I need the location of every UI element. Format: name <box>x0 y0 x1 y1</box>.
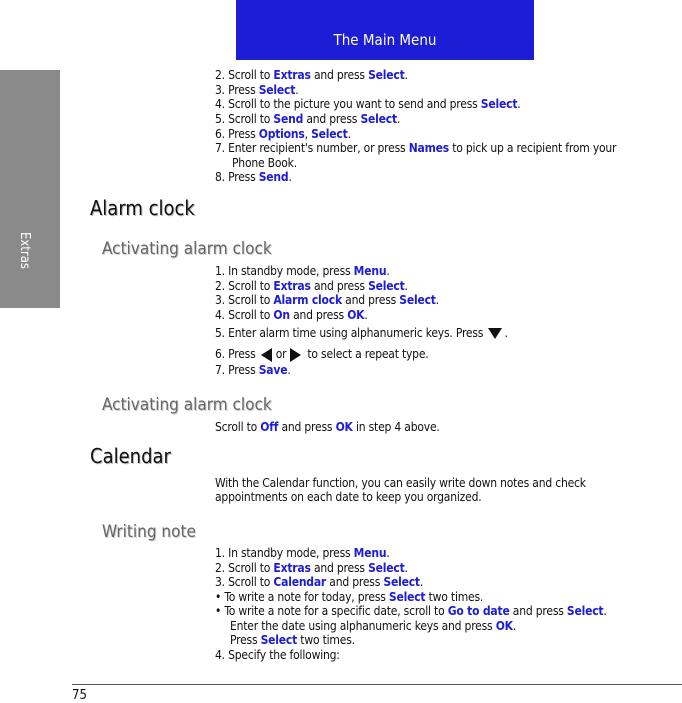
calendar-heading: Calendar <box>90 444 171 468</box>
alarm-step-1: 1. In standby mode, press Menu. <box>215 264 390 278</box>
deactivate-alarm-text: Scroll to Off and press OK in step 4 above. <box>215 420 440 434</box>
intro-step-7: 7. Enter recipient's number, or press Names to pick up a recipient from your <box>215 141 617 155</box>
alarm-heading: Alarm clock <box>90 196 195 220</box>
alarm-step-5: 5. Enter alarm time using alphanumeric keys. Press . <box>215 326 508 340</box>
intro-step-4: 4. Scroll to the picture you want to send and press Select. <box>215 97 521 111</box>
calendar-bullet-2: • To write a note for a specific date, scroll to Go to date and press Select. <box>215 604 607 618</box>
activate-alarm-heading: Activating alarm clock <box>102 239 272 259</box>
left-arrow-icon <box>261 348 272 362</box>
calendar-bullet-2-cont-2: Press Select two times. <box>230 633 355 647</box>
intro-step-6: 6. Press Options, Select. <box>215 127 351 141</box>
alarm-step-7: 7. Press Save. <box>215 363 291 377</box>
intro-step-7-cont: Phone Book. <box>232 156 297 170</box>
calendar-desc-2: appointments on each date to keep you organized. <box>215 490 482 504</box>
calendar-bullet-2-cont-1: Enter the date using alphanumeric keys and press OK. <box>230 619 517 633</box>
calendar-bullet-1: • To write a note for today, press Select two times. <box>215 590 484 604</box>
header-title: The Main Menu <box>333 31 437 49</box>
intro-step-2: 2. Scroll to Extras and press Select. <box>215 68 408 82</box>
side-tab <box>0 70 60 308</box>
header-banner <box>236 0 534 60</box>
intro-step-5: 5. Scroll to Send and press Select. <box>215 112 401 126</box>
intro-step-3: 3. Press Select. <box>215 83 299 97</box>
calendar-step-1: 1. In standby mode, press Menu. <box>215 546 390 560</box>
calendar-desc-1: With the Calendar function, you can easily write down notes and check <box>215 476 586 490</box>
alarm-step-4: 4. Scroll to On and press OK. <box>215 308 368 322</box>
intro-step-8: 8. Press Send. <box>215 170 292 184</box>
calendar-step-2: 2. Scroll to Extras and press Select. <box>215 561 408 575</box>
side-tab-label: Extras <box>17 232 32 269</box>
down-arrow-icon <box>488 328 502 339</box>
alarm-step-6: 6. Press or to select a repeat type. <box>215 347 429 361</box>
calendar-step-4: 4. Specify the following: <box>215 648 340 662</box>
page-number: 75 <box>72 688 87 703</box>
right-arrow-icon <box>290 348 301 362</box>
alarm-step-2: 2. Scroll to Extras and press Select. <box>215 279 408 293</box>
deactivate-alarm-heading: Activating alarm clock <box>102 395 272 415</box>
alarm-step-3: 3. Scroll to Alarm clock and press Select. <box>215 293 439 307</box>
calendar-step-3: 3. Scroll to Calendar and press Select. <box>215 575 424 589</box>
writing-note-heading: Writing note <box>102 522 196 542</box>
footer-divider <box>72 684 682 685</box>
